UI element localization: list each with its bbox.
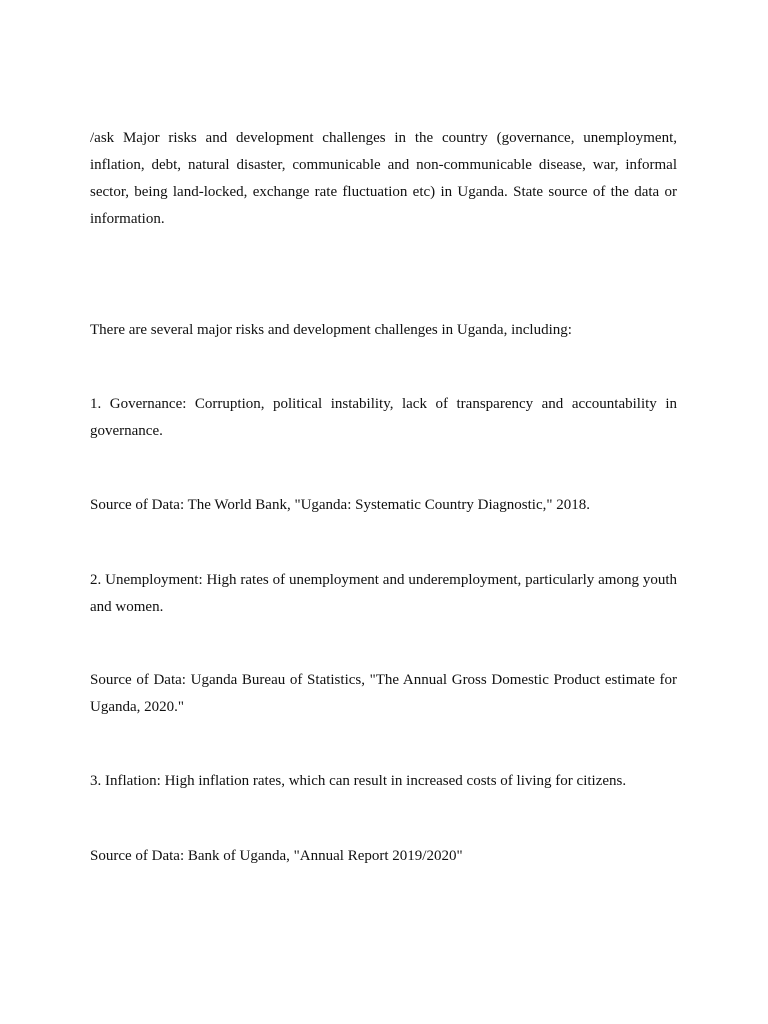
intro-paragraph: There are several major risks and development challenges in Uganda, including: [90, 322, 572, 338]
unemployment-source: Source of Data: Uganda Bureau of Statistics, "The Annual Gross Domestic Product estimate for Uganda, 2020." [90, 672, 677, 715]
unemployment-item: 2. Unemployment: High rates of unemployment and underemployment, particularly among youth and women. [90, 572, 677, 615]
governance-source: Source of Data: The World Bank, "Uganda: Systematic Country Diagnostic," 2018. [90, 497, 590, 513]
question-paragraph: /ask Major risks and development challenges in the country (governance, unemployment, inflation, debt, natural disaster, communicable and non-communicable disease, war, informal sector, being land-locked, exchange rate fluctuation etc) in Uganda. State source of the data or information. [90, 130, 677, 227]
inflation-item: 3. Inflation: High inflation rates, which can result in increased costs of living for citizens. [90, 773, 627, 789]
governance-item: 1. Governance: Corruption, political instability, lack of transparency and accountability in governance. [90, 396, 677, 439]
inflation-source: Source of Data: Bank of Uganda, "Annual Report 2019/2020" [90, 848, 463, 864]
